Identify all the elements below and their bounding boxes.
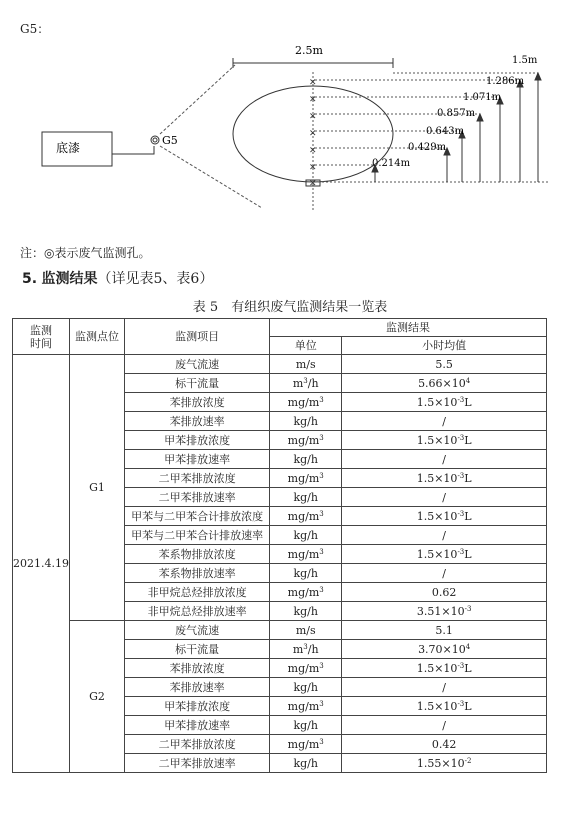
width-label: 2.5m	[295, 44, 323, 57]
value-cell: $3.70\times 10^4$	[342, 640, 547, 659]
projection-line-bottom	[160, 146, 262, 208]
unit-cell: $mg/m^3$	[270, 697, 342, 716]
value-cell: $1.55\times 10^{-2}$	[342, 754, 547, 773]
unit-cell: kg/h	[270, 488, 342, 507]
item-cell: 二甲苯排放速率	[125, 754, 270, 773]
section-subtitle: （详见表5、表6）	[97, 271, 214, 287]
section-heading	[22, 268, 213, 288]
value-cell: 0.42	[342, 735, 547, 754]
pipe-line	[112, 146, 154, 154]
sample-points	[309, 78, 317, 189]
height-label: 0.643m	[426, 126, 465, 137]
value-cell: $1.5\times 10^{-3}L$	[342, 469, 547, 488]
value-cell: /	[342, 678, 547, 697]
unit-cell: $mg/m^3$	[270, 507, 342, 526]
item-cell: 苯排放浓度	[125, 393, 270, 412]
table-caption: 表 5 有组织废气监测结果一览表	[192, 300, 388, 315]
item-cell: 甲苯排放速率	[125, 716, 270, 735]
value-cell: /	[342, 526, 547, 545]
sample-point: ✕	[309, 163, 317, 173]
sample-point: ✕	[309, 112, 317, 122]
sampling-port-diagram	[0, 30, 580, 230]
header-item: 监测项目	[125, 319, 270, 355]
item-cell: 非甲烷总烃排放浓度	[125, 583, 270, 602]
item-cell: 二甲苯排放速率	[125, 488, 270, 507]
header-point: 监测点位	[69, 319, 124, 355]
item-cell: 标干流量	[125, 374, 270, 393]
results-table	[12, 318, 547, 773]
item-cell: 甲苯排放速率	[125, 450, 270, 469]
height-label: 1.071m	[463, 92, 502, 103]
unit-cell: $mg/m^3$	[270, 469, 342, 488]
projection-line-top	[160, 65, 235, 134]
height-label: 1.5m	[512, 55, 538, 66]
height-label: 0.214m	[372, 158, 411, 169]
value-cell: $1.5\times 10^{-3}L$	[342, 659, 547, 678]
item-cell: 甲苯排放浓度	[125, 697, 270, 716]
value-cell: $1.5\times 10^{-3}L$	[342, 431, 547, 450]
item-cell: 甲苯排放浓度	[125, 431, 270, 450]
point-cell: G1	[69, 355, 124, 621]
table-body	[13, 355, 547, 773]
unit-cell: $mg/m^3$	[270, 431, 342, 450]
unit-cell: kg/h	[270, 412, 342, 431]
unit-cell: kg/h	[270, 678, 342, 697]
item-cell: 废气流速	[125, 355, 270, 374]
item-cell: 甲苯与二甲苯合计排放速率	[125, 526, 270, 545]
sample-point: ✕	[309, 95, 317, 105]
value-cell: $1.5\times 10^{-3}L$	[342, 697, 547, 716]
item-cell: 苯排放速率	[125, 678, 270, 697]
height-label: 0.857m	[437, 108, 476, 119]
value-cell: 5.1	[342, 621, 547, 640]
sample-point: ✕	[309, 129, 317, 139]
item-cell: 二甲苯排放浓度	[125, 469, 270, 488]
port-label: G5	[162, 134, 178, 147]
item-cell: 二甲苯排放浓度	[125, 735, 270, 754]
item-cell: 非甲烷总烃排放速率	[125, 602, 270, 621]
header-results: 监测结果	[270, 319, 547, 337]
unit-cell: $mg/m^3$	[270, 393, 342, 412]
unit-cell: kg/h	[270, 450, 342, 469]
sample-point: ✕	[309, 146, 317, 156]
date-cell: 2021.4.19	[13, 355, 70, 773]
unit-cell: $m^3/h$	[270, 640, 342, 659]
item-cell: 苯排放速率	[125, 412, 270, 431]
port-circle-outer	[151, 136, 159, 144]
point-cell: G2	[69, 621, 124, 773]
figure-label: G5：	[20, 22, 50, 36]
tank-label: 底漆	[56, 141, 81, 155]
value-cell: 0.62	[342, 583, 547, 602]
item-cell: 苯系物排放浓度	[125, 545, 270, 564]
item-cell: 苯系物排放速率	[125, 564, 270, 583]
value-cell: /	[342, 488, 547, 507]
unit-cell: kg/h	[270, 602, 342, 621]
unit-cell: $mg/m^3$	[270, 735, 342, 754]
table-row	[13, 621, 547, 640]
unit-cell: kg/h	[270, 564, 342, 583]
value-cell: /	[342, 716, 547, 735]
figure-note: 注：◎表示废气监测孔。	[20, 246, 151, 260]
port-circle-inner	[153, 138, 157, 142]
unit-cell: kg/h	[270, 526, 342, 545]
unit-cell: m/s	[270, 355, 342, 374]
sample-point: ✕	[309, 78, 317, 88]
value-cell: $3.51\times 10^{-3}$	[342, 602, 547, 621]
section-number: 5.	[22, 271, 38, 287]
height-label: 0.429m	[408, 142, 447, 153]
item-cell: 废气流速	[125, 621, 270, 640]
value-cell: $1.5\times 10^{-3}L$	[342, 507, 547, 526]
unit-cell: m/s	[270, 621, 342, 640]
unit-cell: $mg/m^3$	[270, 545, 342, 564]
header-unit: 单位	[270, 337, 342, 355]
item-cell: 甲苯与二甲苯合计排放浓度	[125, 507, 270, 526]
sample-point: ✕	[309, 179, 317, 189]
value-cell: $1.5\times 10^{-3}L$	[342, 393, 547, 412]
value-cell: $1.5\times 10^{-3}L$	[342, 545, 547, 564]
item-cell: 标干流量	[125, 640, 270, 659]
header-time: 监测 时间	[13, 319, 70, 355]
table-row	[13, 355, 547, 374]
unit-cell: $mg/m^3$	[270, 583, 342, 602]
value-cell: /	[342, 412, 547, 431]
value-cell: 5.5	[342, 355, 547, 374]
unit-cell: $m^3/h$	[270, 374, 342, 393]
value-cell: /	[342, 450, 547, 469]
unit-cell: $mg/m^3$	[270, 659, 342, 678]
section-title: 监测结果	[41, 271, 98, 287]
header-avg: 小时均值	[342, 337, 547, 355]
height-label: 1.286m	[486, 76, 525, 87]
value-cell: $5.66\times 10^4$	[342, 374, 547, 393]
unit-cell: kg/h	[270, 716, 342, 735]
unit-cell: kg/h	[270, 754, 342, 773]
item-cell: 苯排放浓度	[125, 659, 270, 678]
value-cell: /	[342, 564, 547, 583]
